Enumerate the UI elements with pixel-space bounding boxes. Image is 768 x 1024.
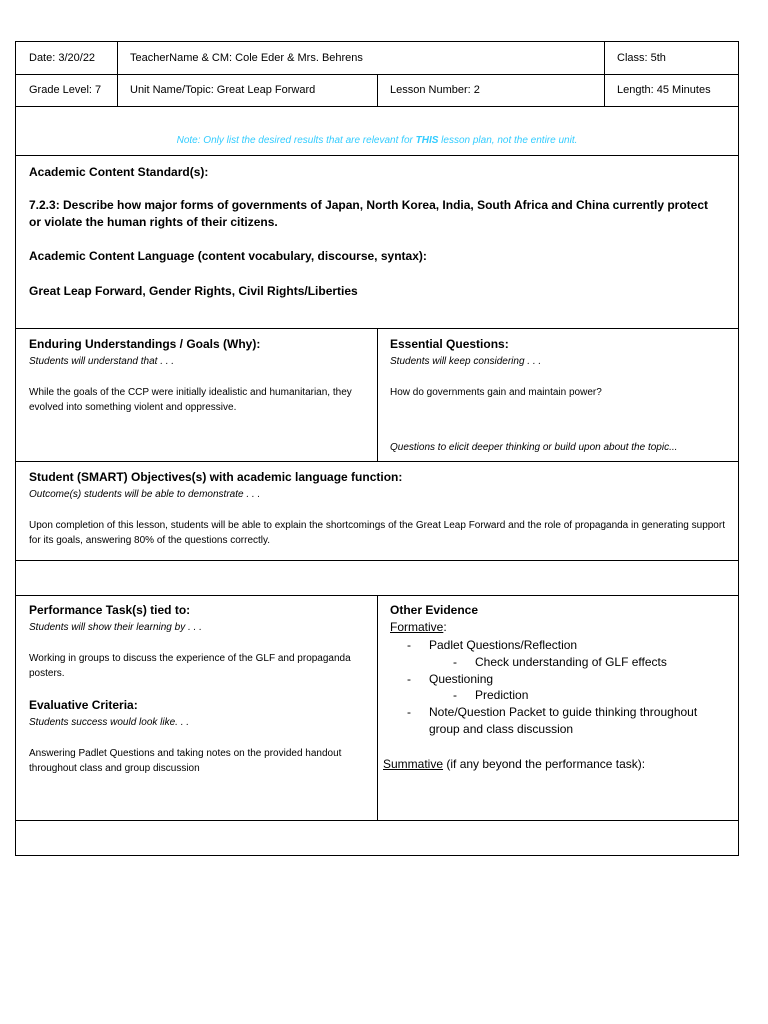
- performance-prompt: Students will show their learning by . . .: [29, 622, 202, 633]
- bullet-marker: -: [407, 672, 411, 686]
- standard-text: 7.2.3: Describe how major forms of governments of Japan, North Korea, India, South Africa and China currently protect or violate the human rights of their citizens.: [29, 198, 709, 229]
- unit-field: Unit Name/Topic: Great Leap Forward: [130, 84, 316, 96]
- performance-text: Working in groups to discuss the experience of the GLF and propaganda posters.: [29, 653, 351, 679]
- row-divider: [16, 106, 738, 107]
- questions-heading: Essential Questions:: [390, 337, 509, 351]
- column-divider: [377, 328, 378, 461]
- evidence-item: Note/Question Packet to guide thinking throughout group and class discussion: [429, 705, 698, 736]
- row-divider: [16, 560, 738, 561]
- column-divider: [117, 42, 118, 106]
- length-field: Length: 45 Minutes: [617, 84, 711, 96]
- class-field: Class: 5th: [617, 52, 666, 64]
- row-divider: [16, 155, 738, 156]
- bullet-marker: -: [453, 688, 457, 702]
- teacher-field: TeacherName & CM: Cole Eder & Mrs. Behrens: [130, 52, 363, 64]
- understandings-prompt: Students will understand that . . .: [29, 356, 175, 367]
- evidence-item: Padlet Questions/Reflection: [429, 638, 578, 652]
- summative-label: Summative (if any beyond the performance task):: [383, 757, 646, 771]
- criteria-heading: Evaluative Criteria:: [29, 698, 138, 712]
- language-text: Great Leap Forward, Gender Rights, Civil Rights/Liberties: [29, 284, 358, 298]
- criteria-prompt: Students success would look like. . .: [29, 717, 190, 728]
- bullet-marker: -: [407, 705, 411, 719]
- questions-prompt: Students will keep considering . . .: [390, 356, 542, 367]
- objectives-heading: Student (SMART) Objectives(s) with academic language function:: [29, 470, 403, 484]
- language-heading: Academic Content Language (content vocabulary, discourse, syntax):: [29, 249, 427, 263]
- objectives-text: Upon completion of this lesson, students will be able to explain the shortcomings of the Great Leap Forward and the role of propaganda in generating support for its goals, answering 80% of the questions correctly.: [29, 520, 725, 546]
- questions-footer: Questions to elicit deeper thinking or build upon about the topic...: [390, 442, 678, 453]
- evidence-heading: Other Evidence: [390, 603, 479, 617]
- column-divider: [377, 595, 378, 820]
- evidence-item: Questioning: [429, 672, 494, 686]
- column-divider: [604, 42, 605, 106]
- grade-level-field: Grade Level: 7: [29, 84, 102, 96]
- understandings-heading: Enduring Understandings / Goals (Why):: [29, 337, 261, 351]
- formative-label: Formative:: [390, 620, 447, 634]
- lesson-plan-table: [15, 41, 739, 856]
- bullet-marker: -: [407, 638, 411, 652]
- performance-heading: Performance Task(s) tied to:: [29, 603, 191, 617]
- criteria-text: Answering Padlet Questions and taking notes on the provided handout throughout class and group discussion: [29, 748, 342, 774]
- row-divider: [16, 820, 738, 821]
- note-text: Note: Only list the desired results that are relevant for THIS lesson plan, not the entire unit.: [176, 135, 578, 146]
- objectives-prompt: Outcome(s) students will be able to demonstrate . . .: [29, 489, 261, 500]
- bullet-marker: -: [453, 655, 457, 669]
- lesson-number-field: Lesson Number: 2: [390, 84, 480, 96]
- column-divider: [377, 74, 378, 106]
- standards-heading: Academic Content Standard(s):: [29, 165, 209, 179]
- evidence-subitem: Check understanding of GLF effects: [475, 655, 667, 669]
- questions-text: How do governments gain and maintain power?: [390, 387, 602, 398]
- evidence-subitem: Prediction: [475, 688, 529, 702]
- understandings-text: While the goals of the CCP were initially idealistic and humanitarian, they evolved into something violent and oppressive.: [29, 387, 352, 413]
- date-field: Date: 3/20/22: [29, 52, 96, 64]
- row-divider: [16, 461, 738, 462]
